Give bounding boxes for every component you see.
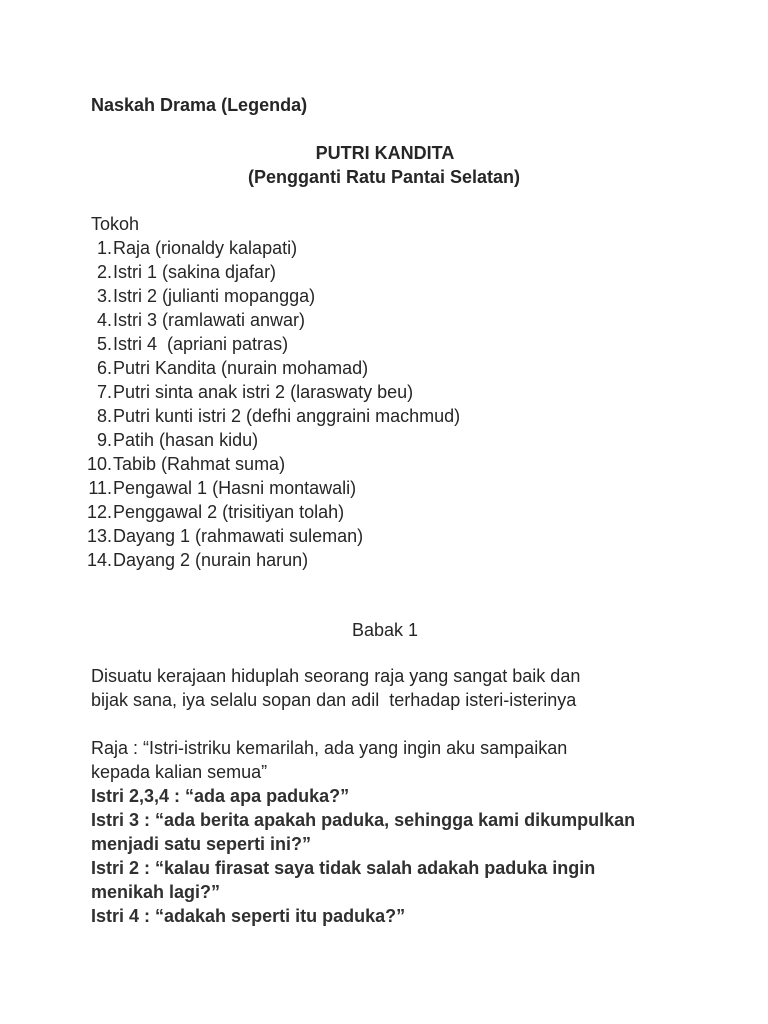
cast-number: 12. [86, 502, 112, 522]
dialogue-line: Istri 4 : “adakah seperti itu paduka?” [91, 906, 406, 926]
dialogue-line: Istri 2 : “kalau firasat saya tidak salah adakah paduka ingin [91, 858, 596, 878]
cast-number: 14. [86, 550, 112, 570]
dialogue-line: menikah lagi?” [91, 882, 221, 902]
cast-item [78, 404, 460, 428]
cast-list [78, 236, 460, 572]
cast-item [78, 452, 460, 476]
cast-item [78, 500, 460, 524]
cast-text: Penggawal 2 (trisitiyan tolah) [113, 502, 345, 522]
cast-item [78, 260, 460, 284]
cast-item [78, 356, 460, 380]
cast-text: Tabib (Rahmat suma) [113, 454, 286, 474]
cast-number: 5. [96, 334, 112, 354]
cast-number: 6. [96, 358, 112, 378]
cast-item [78, 476, 460, 500]
cast-text: Putri sinta anak istri 2 (laraswaty beu) [113, 382, 414, 402]
dialogue-line: Istri 3 : “ada berita apakah paduka, sehingga kami dikumpulkan [91, 810, 636, 830]
cast-number: 10. [86, 454, 112, 474]
title-block [0, 141, 768, 189]
cast-item [78, 428, 460, 452]
play-title: PUTRI KANDITA [315, 143, 455, 163]
cast-number: 9. [96, 430, 112, 450]
narration-line: bijak sana, iya selalu sopan dan adil terhadap isteri-isterinya [91, 690, 577, 710]
cast-item [78, 332, 460, 356]
cast-item [78, 548, 460, 572]
cast-text: Putri kunti istri 2 (defhi anggraini machmud) [113, 406, 461, 426]
cast-item [78, 236, 460, 260]
cast-item [78, 308, 460, 332]
dialogue-line: kepada kalian semua” [91, 762, 268, 782]
narration-line: Disuatu kerajaan hiduplah seorang raja yang sangat baik dan [91, 666, 581, 686]
cast-number: 3. [96, 286, 112, 306]
cast-section [78, 212, 460, 572]
dialogue-line: Istri 2,3,4 : “ada apa paduka?” [91, 786, 350, 806]
document-heading: Naskah Drama (Legenda) [91, 95, 308, 115]
cast-text: Dayang 2 (nurain harun) [113, 550, 309, 570]
cast-number: 7. [96, 382, 112, 402]
play-subtitle: (Pengganti Ratu Pantai Selatan) [247, 167, 521, 187]
dialogue-section [91, 736, 691, 928]
cast-item [78, 284, 460, 308]
cast-text: Putri Kandita (nurain mohamad) [113, 358, 369, 378]
cast-text: Pengawal 1 (Hasni montawali) [113, 478, 357, 498]
cast-number: 1. [96, 238, 112, 258]
cast-number: 11. [88, 478, 112, 498]
dialogue-line: menjadi satu seperti ini?” [91, 834, 312, 854]
dialogue-line: Raja : “Istri-istriku kemarilah, ada yang ingin aku sampaikan [91, 738, 568, 758]
cast-number: 2. [96, 262, 112, 282]
cast-item [78, 380, 460, 404]
cast-heading: Tokoh [91, 214, 140, 234]
cast-number: 8. [96, 406, 112, 426]
cast-number: 13. [86, 526, 112, 546]
cast-text: Istri 1 (sakina djafar) [113, 262, 277, 282]
act-title: Babak 1 [351, 620, 419, 640]
narration-paragraph [91, 664, 691, 712]
cast-text: Dayang 1 (rahmawati suleman) [113, 526, 364, 546]
cast-text: Istri 3 (ramlawati anwar) [113, 310, 306, 330]
cast-item [78, 524, 460, 548]
cast-text: Raja (rionaldy kalapati) [113, 238, 298, 258]
cast-text: Istri 4 (apriani patras) [113, 334, 289, 354]
cast-text: Patih (hasan kidu) [113, 430, 259, 450]
cast-text: Istri 2 (julianti mopangga) [113, 286, 316, 306]
cast-number: 4. [96, 310, 112, 330]
